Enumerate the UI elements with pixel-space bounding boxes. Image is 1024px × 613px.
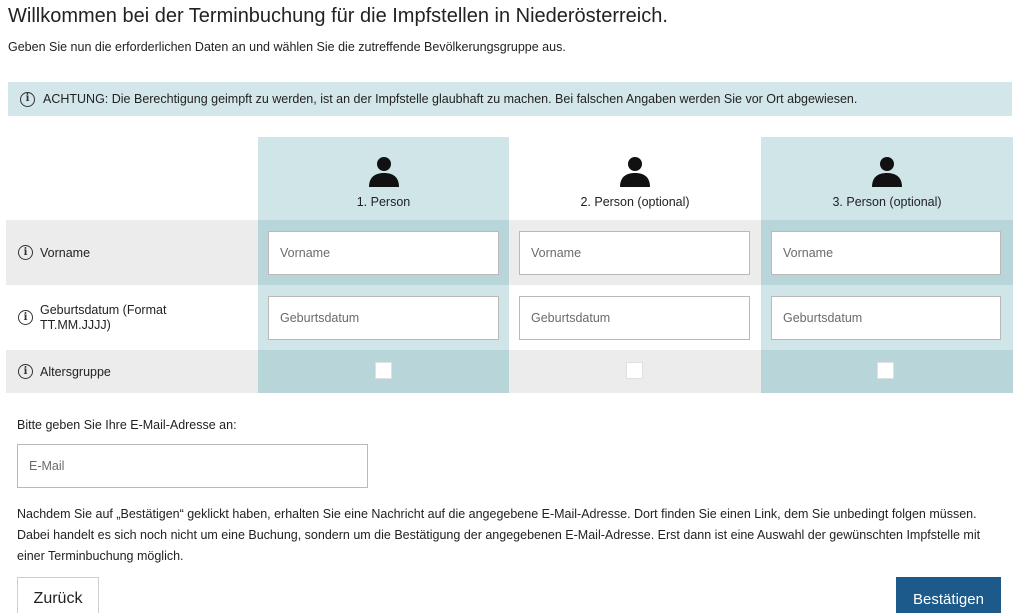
geburtsdatum-label-text — [40, 303, 166, 333]
info-icon: i — [20, 92, 35, 107]
person-1-vorname-input[interactable] — [268, 231, 499, 275]
warning-alert — [8, 82, 1012, 116]
confirm-button[interactable]: Bestätigen — [896, 577, 1001, 613]
person-2-header — [509, 137, 761, 220]
vorname-label-text: Vorname — [40, 245, 91, 260]
vorname-label — [18, 220, 90, 285]
geburtsdatum-label-line2: TT.MM.JJJJ) — [40, 317, 111, 332]
email-input[interactable] — [17, 444, 368, 488]
person-3-altersgruppe-checkbox[interactable] — [877, 362, 894, 379]
page-title: Willkommen bei der Terminbuchung für die Impfstellen in Niederösterreich. — [8, 5, 668, 27]
person-icon — [619, 155, 651, 187]
email-label: Bitte geben Sie Ihre E-Mail-Adresse an: — [17, 418, 237, 432]
person-3-label: 3. Person (optional) — [832, 195, 942, 209]
info-icon[interactable]: i — [18, 310, 33, 325]
person-icon — [368, 155, 400, 187]
altersgruppe-label — [18, 350, 111, 393]
geburtsdatum-label-line1: Geburtsdatum (Format — [40, 302, 167, 317]
info-icon[interactable]: i — [18, 364, 33, 379]
back-button[interactable]: Zurück — [17, 577, 99, 613]
info-icon[interactable]: i — [18, 245, 33, 260]
person-3-geburtsdatum-input[interactable] — [771, 296, 1001, 340]
person-1-geburtsdatum-input[interactable] — [268, 296, 499, 340]
alert-text: ACHTUNG: Die Berechtigung geimpft zu werden, ist an der Impfstelle glaubhaft zu machen. Bei falschen Angaben werden Sie vor Ort abgewiesen. — [43, 92, 858, 106]
person-2-geburtsdatum-input[interactable] — [519, 296, 750, 340]
person-2-altersgruppe-checkbox[interactable] — [626, 362, 643, 379]
person-1-header — [258, 137, 509, 220]
person-2-label: 2. Person (optional) — [580, 195, 690, 209]
altersgruppe-label-text: Altersgruppe — [40, 364, 111, 379]
person-icon — [871, 155, 903, 187]
person-3-vorname-input[interactable] — [771, 231, 1001, 275]
confirmation-info-text: Nachdem Sie auf „Bestätigen“ geklickt haben, erhalten Sie eine Nachricht auf die angegebene E-Mail-Adresse. Dort finden Sie einen Link, dem Sie unbedingt folgen müssen. Dabei handelt es sich noch nicht um eine Buchung, sondern um die Bestätigung der angegebenen E-Mail-Adresse. Erst dann ist eine Auswahl der gewünschten Impfstelle mit einer Terminbuchung möglich. — [17, 507, 981, 563]
person-1-label: 1. Person — [356, 195, 411, 209]
page-subtitle: Geben Sie nun die erforderlichen Daten an und wählen Sie die zutreffende Bevölkerungsgruppe aus. — [8, 40, 566, 54]
person-1-altersgruppe-checkbox[interactable] — [375, 362, 392, 379]
booking-form — [6, 137, 1013, 613]
geburtsdatum-label — [18, 285, 166, 350]
person-3-header — [761, 137, 1013, 220]
person-2-vorname-input[interactable] — [519, 231, 750, 275]
